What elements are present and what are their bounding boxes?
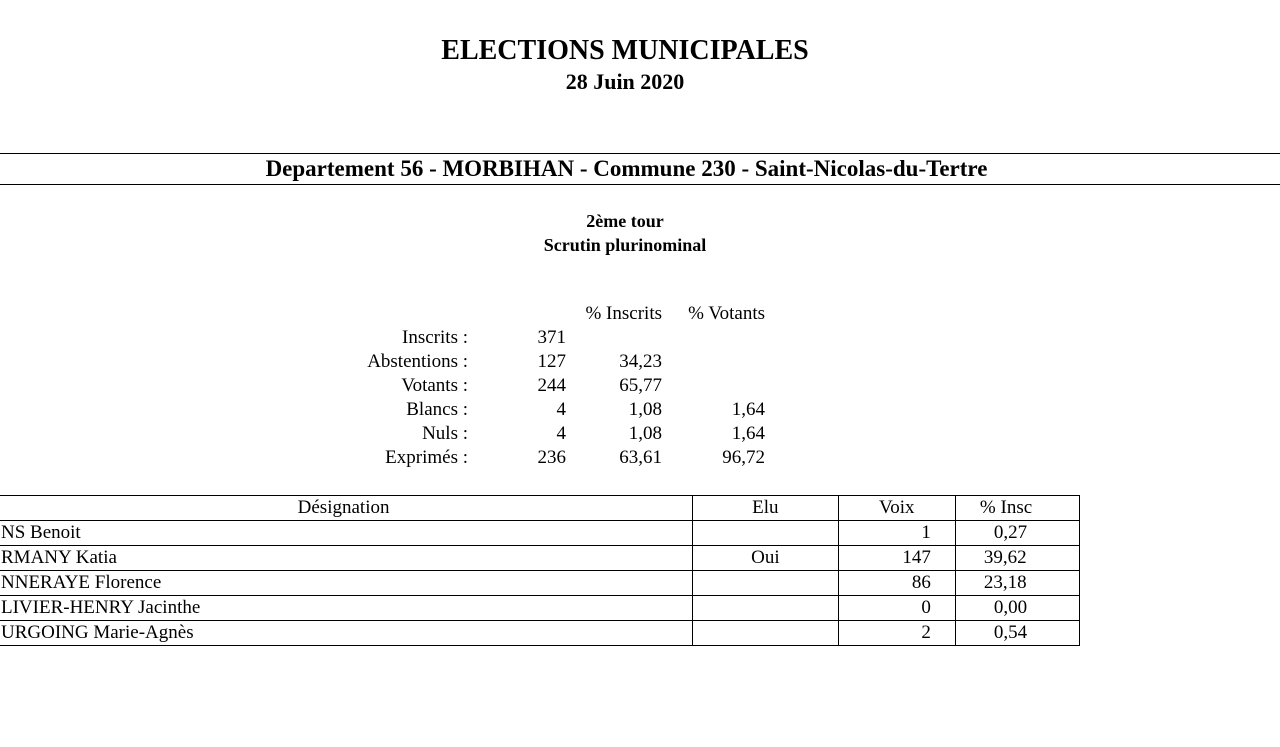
stats-value: 4 xyxy=(556,399,566,420)
candidate-voix: 1 xyxy=(838,521,955,546)
candidate-voix: 147 xyxy=(838,546,955,571)
stats-pct-votants: 1,64 xyxy=(731,423,765,444)
stats-header xyxy=(0,302,1280,326)
header-designation: Désignation xyxy=(0,496,693,521)
candidates-table xyxy=(0,495,1080,646)
stats-pct-inscrits: 63,61 xyxy=(619,447,662,468)
stats-block xyxy=(0,302,1280,470)
table-row xyxy=(0,546,1080,571)
candidate-name: LIVIER-HENRY Jacinthe xyxy=(0,596,693,621)
col-pct-inscrits: % Inscrits xyxy=(585,303,662,324)
table-header-row xyxy=(0,496,1080,521)
header-elu: Elu xyxy=(693,496,838,521)
candidate-name: NS Benoit xyxy=(0,521,693,546)
candidate-voix: 2 xyxy=(838,621,955,646)
stats-value: 236 xyxy=(537,447,566,468)
stats-row-nuls xyxy=(0,422,1280,446)
header-voix: Voix xyxy=(838,496,955,521)
round-info xyxy=(0,209,1250,257)
stats-value: 244 xyxy=(537,375,566,396)
candidate-voix: 86 xyxy=(838,571,955,596)
candidate-elu xyxy=(693,621,838,646)
stats-value: 127 xyxy=(537,351,566,372)
stats-pct-votants: 96,72 xyxy=(722,447,765,468)
candidate-pct: 23,18 xyxy=(955,571,1079,596)
table-row xyxy=(0,571,1080,596)
header-pct-inscrits: % Insc xyxy=(955,496,1079,521)
stats-value: 4 xyxy=(556,423,566,444)
table-row xyxy=(0,621,1080,646)
stats-row-abstentions xyxy=(0,350,1280,374)
candidate-name: URGOING Marie-Agnès xyxy=(0,621,693,646)
stats-label: Inscrits : xyxy=(402,327,468,348)
candidate-name: NNERAYE Florence xyxy=(0,571,693,596)
stats-pct-inscrits: 1,08 xyxy=(628,399,662,420)
candidate-pct: 0,27 xyxy=(955,521,1079,546)
election-date: 28 Juin 2020 xyxy=(565,69,685,94)
stats-row-votants xyxy=(0,374,1280,398)
candidate-pct: 0,54 xyxy=(955,621,1079,646)
department-title: Departement 56 - MORBIHAN - Commune 230 - Saint-Nicolas-du-Tertre xyxy=(265,156,988,181)
candidate-voix: 0 xyxy=(838,596,955,621)
candidate-elu: Oui xyxy=(693,546,838,571)
candidate-elu xyxy=(693,521,838,546)
ballot-type: Scrutin plurinominal xyxy=(543,235,707,255)
stats-label: Blancs : xyxy=(406,399,468,420)
candidate-elu xyxy=(693,571,838,596)
candidate-name: RMANY Katia xyxy=(0,546,693,571)
candidate-pct: 39,62 xyxy=(955,546,1079,571)
candidate-elu xyxy=(693,596,838,621)
stats-label: Nuls : xyxy=(422,423,468,444)
page-title: ELECTIONS MUNICIPALES xyxy=(441,35,809,66)
stats-pct-votants: 1,64 xyxy=(731,399,765,420)
stats-pct-inscrits: 1,08 xyxy=(628,423,662,444)
stats-value: 371 xyxy=(537,327,566,348)
col-pct-votants: % Votants xyxy=(688,303,765,324)
department-banner xyxy=(0,153,1280,185)
table-row xyxy=(0,596,1080,621)
stats-label: Abstentions : xyxy=(367,351,468,372)
stats-pct-inscrits: 34,23 xyxy=(619,351,662,372)
candidate-pct: 0,00 xyxy=(955,596,1079,621)
table-row xyxy=(0,521,1080,546)
stats-row-exprimes xyxy=(0,446,1280,470)
stats-row-inscrits xyxy=(0,326,1280,350)
round-label: 2ème tour xyxy=(586,211,664,231)
stats-pct-inscrits: 65,77 xyxy=(619,375,662,396)
stats-label: Votants : xyxy=(401,375,468,396)
stats-label: Exprimés : xyxy=(385,447,468,468)
stats-row-blancs xyxy=(0,398,1280,422)
